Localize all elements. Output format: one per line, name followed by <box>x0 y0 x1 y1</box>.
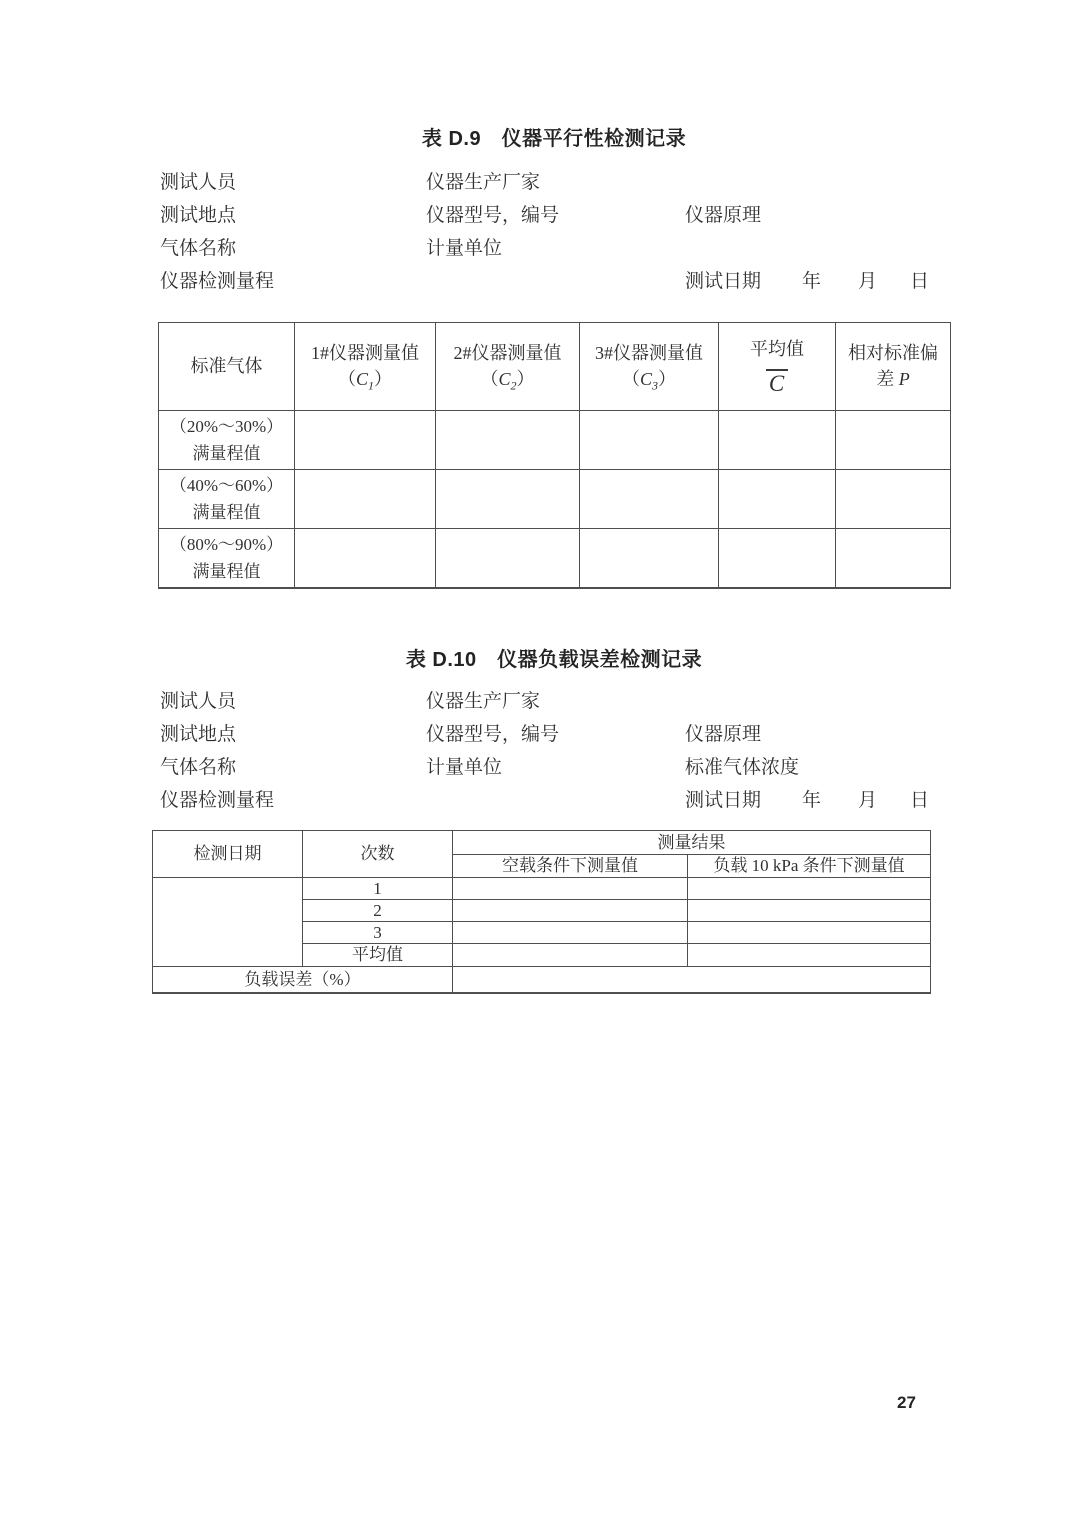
table-footer-row <box>153 966 931 993</box>
empty-cell <box>295 529 436 588</box>
c2-symbol: C <box>498 368 511 389</box>
empty-cell <box>453 899 688 921</box>
empty-cell <box>453 921 688 943</box>
meta-row <box>158 685 950 718</box>
model-number-label: 仪器型号，编号 <box>426 205 560 226</box>
location-label: 测试地点 <box>160 205 237 226</box>
row-label-40-60: （40%～60%） 满量程值 <box>159 470 295 529</box>
page-content <box>158 0 950 994</box>
month-label: 月 <box>858 271 878 292</box>
tester-label: 测试人员 <box>160 172 237 193</box>
empty-cell <box>295 411 436 470</box>
model-number-label: 仪器型号，编号 <box>426 723 560 745</box>
range-label: 仪器检测量程 <box>160 789 275 811</box>
load-error-label: 负载误差（%） <box>153 966 453 993</box>
col-noload-value: 空载条件下测量值 <box>453 854 688 877</box>
empty-cell <box>719 470 836 529</box>
table-header-row <box>153 830 931 854</box>
principle-label: 仪器原理 <box>685 205 762 226</box>
page-number: 27 <box>897 1393 916 1412</box>
empty-cell <box>836 470 951 529</box>
d10-title: 表 D.10 仪器负载误差检测记录 <box>405 648 703 671</box>
table-row <box>153 877 931 899</box>
gas-name-label: 气体名称 <box>160 756 237 778</box>
empty-cell <box>719 529 836 588</box>
empty-cell <box>580 470 719 529</box>
row-number: 3 <box>303 921 453 943</box>
empty-cell <box>836 411 951 470</box>
empty-cell <box>688 899 931 921</box>
test-date-label: 测试日期 <box>685 271 762 292</box>
table-row <box>159 411 951 470</box>
empty-cell <box>453 943 688 966</box>
col-instrument3-value: 3#仪器测量值 $(C_3)$ <box>580 323 719 411</box>
row-label-20-30: （20%～30%） 满量程值 <box>159 411 295 470</box>
test-date-label: 测试日期 <box>685 789 762 811</box>
principle-label: 仪器原理 <box>685 723 762 745</box>
empty-cell <box>453 877 688 899</box>
c-bar-symbol: C <box>766 369 788 395</box>
col-times: 次数 <box>303 830 453 877</box>
d9-title: 表 D.9 仪器平行性检测记录 <box>421 128 687 150</box>
col-average-value: 平均值 C <box>719 323 836 411</box>
manufacturer-label: 仪器生产厂家 <box>426 690 541 712</box>
day-label: 日 <box>910 789 930 811</box>
c1-symbol: C <box>355 368 368 389</box>
d9-meta <box>158 166 950 298</box>
meta-row <box>158 199 950 232</box>
empty-cell <box>436 529 580 588</box>
empty-cell <box>688 877 931 899</box>
col-measurement-result: 测量结果 <box>453 830 931 854</box>
load-error-table <box>152 830 931 995</box>
col-load-10kpa-value: 负载 10 kPa 条件下测量值 <box>688 854 931 877</box>
empty-cell <box>295 470 436 529</box>
table-header-row <box>159 323 951 411</box>
gas-name-label: 气体名称 <box>160 238 237 259</box>
meta-row <box>158 784 950 817</box>
empty-cell <box>436 411 580 470</box>
p-symbol: P <box>898 368 910 389</box>
empty-cell <box>580 411 719 470</box>
empty-cell <box>688 943 931 966</box>
section-d9 <box>158 126 950 589</box>
range-label: 仪器检测量程 <box>160 271 275 292</box>
empty-cell <box>719 411 836 470</box>
meta-row <box>158 265 950 298</box>
meta-row <box>158 751 950 784</box>
empty-cell <box>836 529 951 588</box>
parallelism-table <box>158 322 951 589</box>
empty-cell <box>436 470 580 529</box>
c3-symbol: C <box>639 368 652 389</box>
table-row <box>159 470 951 529</box>
col-test-date: 检测日期 <box>153 830 303 877</box>
col-relative-std-deviation: 相对标准偏 差 P <box>836 323 951 411</box>
empty-cell <box>688 921 931 943</box>
meta-row <box>158 718 950 751</box>
section-d10 <box>158 647 950 995</box>
location-label: 测试地点 <box>160 723 237 745</box>
manufacturer-label: 仪器生产厂家 <box>426 172 541 193</box>
row-number: 1 <box>303 877 453 899</box>
meta-row <box>158 166 950 199</box>
month-label: 月 <box>858 789 878 811</box>
empty-cell <box>453 966 931 993</box>
empty-cell <box>580 529 719 588</box>
row-label-80-90: （80%～90%） 满量程值 <box>159 529 295 588</box>
empty-date-cell <box>153 877 303 966</box>
year-label: 年 <box>802 789 822 811</box>
d10-meta <box>158 685 950 817</box>
year-label: 年 <box>802 271 822 292</box>
day-label: 日 <box>910 271 930 292</box>
standard-gas-concentration-label: 标准气体浓度 <box>685 756 800 778</box>
row-average-label: 平均值 <box>303 943 453 966</box>
col-instrument1-value: 1#仪器测量值 $(C_1)$ <box>295 323 436 411</box>
unit-label: 计量单位 <box>426 756 503 778</box>
unit-label: 计量单位 <box>426 238 503 259</box>
col-instrument2-value: 2#仪器测量值 $(C_2)$ <box>436 323 580 411</box>
meta-row <box>158 232 950 265</box>
tester-label: 测试人员 <box>160 690 237 712</box>
row-number: 2 <box>303 899 453 921</box>
table-row <box>159 529 951 588</box>
col-standard-gas: 标准气体 <box>159 323 295 411</box>
